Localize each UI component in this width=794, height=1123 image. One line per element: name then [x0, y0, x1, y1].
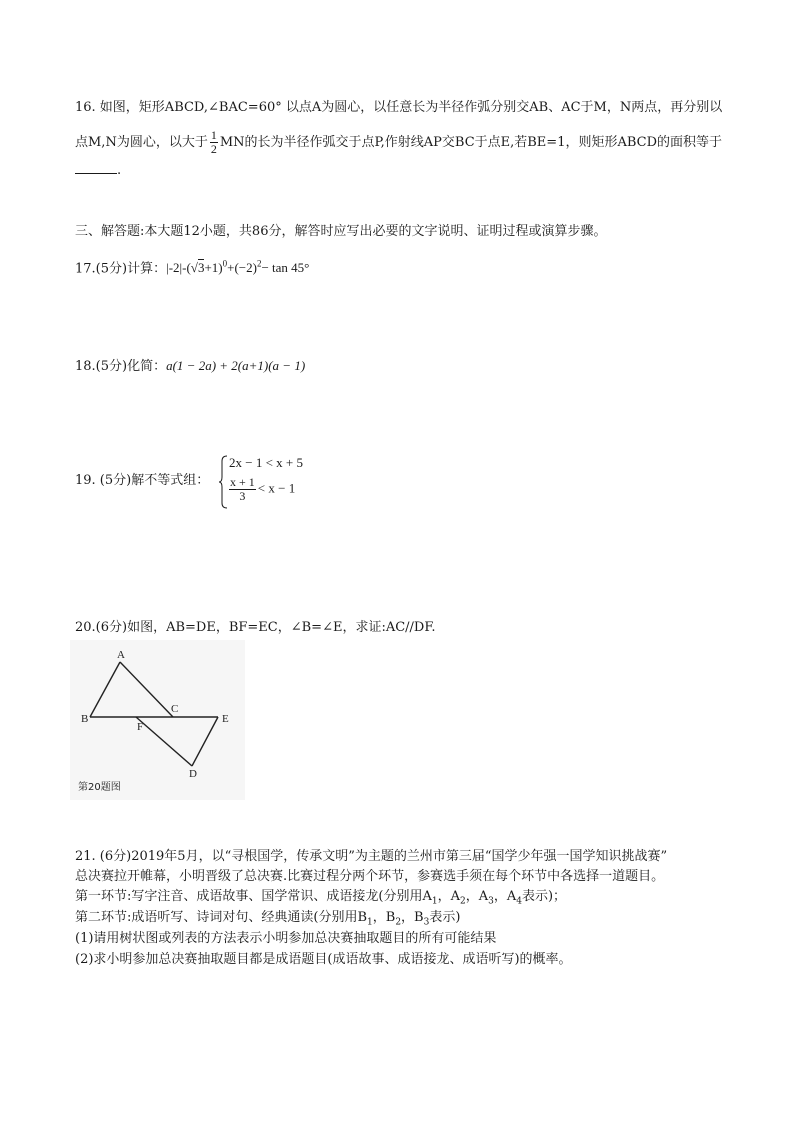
q21-line2: 总决赛拉开帷幕，小明晋级了总决赛.比赛过程分两个环节，参赛选手须在每个环节中各选择一道题目。 — [75, 869, 665, 884]
q21-l4-a: 第二环节:成语听写、诗词对句、经典通读(分别用B — [75, 910, 368, 925]
q21-l3-s3: 3 — [488, 896, 494, 907]
q17-sqrt-arg: 3 — [197, 260, 205, 276]
q21-l4-d: 表示) — [429, 910, 461, 925]
q21-l4-b: ，B — [372, 910, 396, 925]
q17-expr-d: − tan 45° — [261, 260, 310, 276]
label-f: F — [137, 721, 144, 733]
q21-l4-c: ，B — [401, 910, 424, 925]
q21-line1: 21. (6分)2019年5月，以“寻根国学，传承文明”为主题的兰州市第三届“国学少年强一国学知识挑战赛” — [75, 849, 668, 864]
q16-line2-end: MN的长为半径作弧交于点P,作射线AP交BC于点E,若BE=1，则矩形ABCD的面积等于 — [219, 135, 723, 150]
q19-prefix: 19. (5分)解不等式组： — [75, 473, 210, 488]
label-c: C — [171, 703, 179, 715]
q21-l3-a: 第一环节:写字注音、成语故事、国学常识、成语接龙(分别用A — [75, 889, 432, 904]
q17-prefix: 17.(5分)计算： — [75, 261, 167, 277]
q21-line6: (2)求小明参加总决赛抽取题目都是成语题目(成语故事、成语接龙、成语听写)的概率。 — [75, 952, 572, 967]
q20-text: 20.(6分)如图，AB=DE，BF=EC，∠B=∠E，求证:AC//DF. — [75, 620, 436, 635]
q19-frac-den: 3 — [239, 489, 246, 503]
q21-line3 — [75, 888, 566, 911]
q16-answer-blank — [75, 161, 117, 174]
q16-fraction — [210, 129, 218, 156]
q21-l4-s3: 3 — [423, 917, 430, 928]
q16-line1: 16. 如图，矩形ABCD,∠BAC=60° 以点A为圆心，以任意长为半径作弧分别交AB、AC于M，N两点，再分别以 — [75, 100, 723, 115]
q17-exp0: 0 — [222, 259, 228, 269]
q21-l3-s2: 2 — [459, 896, 466, 907]
label-d: D — [189, 768, 197, 780]
q19-inequality-1: 2x − 1 < x + 5 — [229, 455, 303, 470]
q17-expression — [166, 260, 309, 275]
q19-ineq2-rest: < x − 1 — [257, 480, 296, 496]
q16-period: . — [117, 163, 122, 178]
q17-exp2: 2 — [256, 259, 262, 269]
figure-background — [70, 640, 245, 800]
q16-line3 — [75, 161, 121, 180]
q21-l4-s1: 1 — [367, 917, 373, 928]
q21-line4 — [75, 909, 460, 932]
q16-frac-den: 2 — [210, 142, 217, 156]
q21-l4-s2: 2 — [395, 917, 402, 928]
label-b: B — [81, 713, 89, 725]
q20-figure — [70, 640, 245, 800]
q19-frac-num: x + 1 — [230, 475, 255, 489]
q17-expr-a: |-2|-( — [166, 260, 191, 276]
q16-line2 — [75, 129, 722, 156]
q19-inequality-2 — [229, 476, 295, 503]
q17-expr-b: +1) — [204, 260, 223, 276]
q16-frac-num: 1 — [210, 128, 217, 142]
section3-heading: 三、解答题:本大题12小题，共86分，解答时应写出必要的文字说明、证明过程或演算步骤。 — [75, 224, 607, 239]
q18-prefix: 18.(5分)化简： — [75, 359, 167, 374]
q21-line5: (1)请用树状图或列表的方法表示小明参加总决赛抽取题目的所有可能结果 — [75, 931, 497, 946]
q21-l3-e: 表示)； — [521, 889, 567, 904]
q21-l3-s4: 4 — [516, 896, 522, 907]
q21-l3-b: ，A — [437, 889, 460, 904]
q17 — [75, 255, 309, 278]
brace-icon — [218, 455, 228, 509]
q18 — [75, 357, 305, 376]
q21-l3-s1: 1 — [431, 896, 438, 907]
figure-caption: 第20题图 — [78, 782, 121, 793]
label-e: E — [222, 713, 229, 725]
q21-l3-d: ，A — [493, 889, 517, 904]
q16-line2-start: 点M,N为圆心，以大于 — [75, 135, 208, 150]
q17-expr-c: +(−2) — [227, 260, 257, 276]
label-a: A — [117, 649, 125, 661]
sqrt-symbol: √ — [190, 260, 198, 276]
q19-fraction — [229, 476, 256, 503]
q21-l3-c: ，A — [465, 889, 489, 904]
q18-expression: a(1 − 2a) + 2(a+1)(a − 1) — [166, 358, 306, 373]
